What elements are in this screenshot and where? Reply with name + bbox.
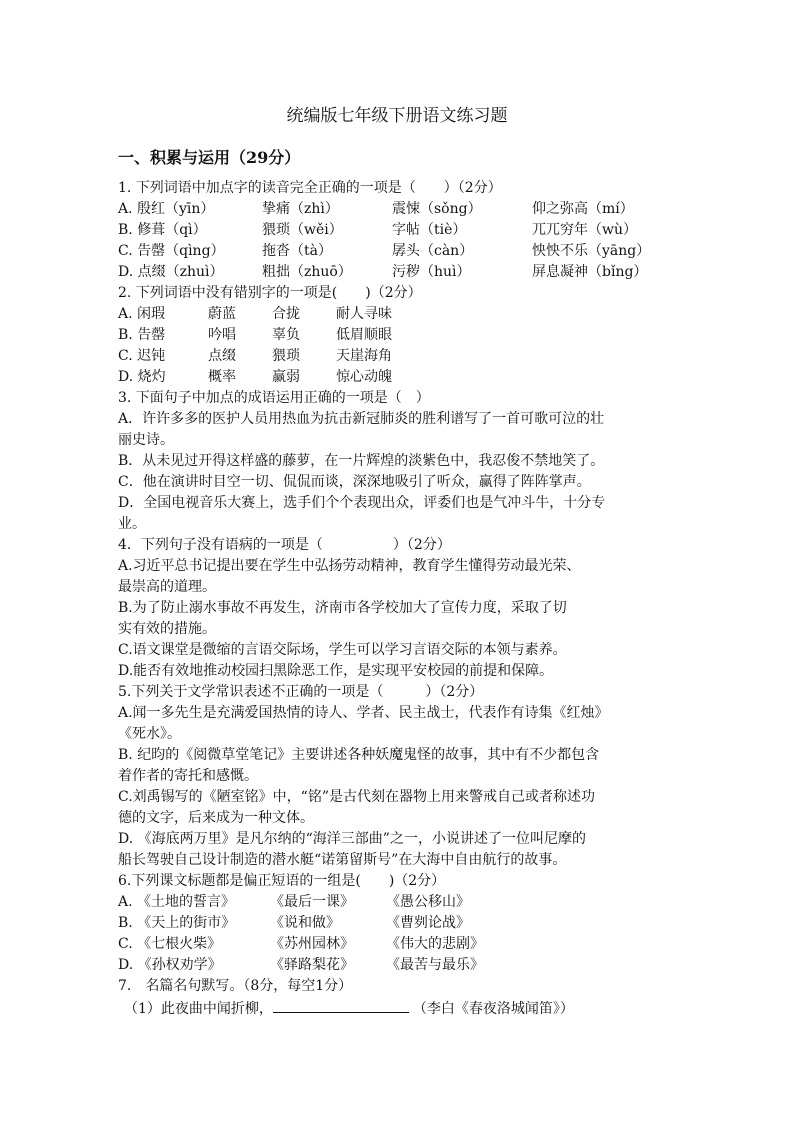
option-cell: 概率 [208,369,236,385]
question-6-option-b [118,913,696,933]
question-4-option-a-cont: 最崇高的道理。 [118,579,216,595]
option-cell: 粗拙（zhuō） [262,264,352,280]
option-cell: 低眉顺眼 [336,327,392,343]
option-cell: 屏息凝神（bǐng） [532,264,648,280]
question-1-option-b [118,220,696,240]
question-5-stem: 5.下列关于文学常识表述不正确的一项是（ ）（2分） [118,684,484,700]
option-cell: 吟唱 [208,327,236,343]
option-cell: 《最后一课》 [270,894,354,910]
option-cell: 《曹刿论战》 [386,915,470,931]
question-1-stem: 1. 下列词语中加点字的读音完全正确的一项是（ ）（2分） [118,180,502,196]
question-5-option-c-cont: 德的文字，后来成为一种文体。 [118,810,314,826]
question-5-option-c: C.刘禹锡写的《陋室铭》中，“铭”是古代刻在器物上用来警戒自己或者称述功 [118,789,595,805]
option-cell: D. 点缀（zhuì） [118,264,224,280]
option-cell: A. 《土地的誓言》 [118,894,236,910]
question-2-option-a [118,304,696,324]
option-cell: 猥琐（wěi） [262,222,343,238]
option-cell: 《伟大的悲剧》 [386,936,484,952]
question-1-option-d [118,262,696,282]
question-1-option-a [118,199,696,219]
option-cell: C. 《七根火柴》 [118,936,222,952]
option-cell: 《说和做》 [270,915,340,931]
option-cell: C. 告罄（qìng） [118,243,225,259]
option-cell: 震悚（sǒng） [392,201,482,217]
page-title: 统编版七年级下册语文练习题 [286,106,508,126]
option-cell: 《愚公移山》 [386,894,470,910]
option-cell: B. 修葺（qì） [118,222,207,238]
option-cell: 兀兀穷年（wù） [532,222,637,238]
question-3-option-d: D．全国电视音乐大赛上，选手们个个表现出众，评委们也是气冲斗牛，十分专 [118,495,606,511]
question-4-option-d: D.能否有效地推动校园扫黑除恶工作，是实现平安校园的前提和保障。 [118,663,554,679]
item-1-prompt: （1）此夜曲中闻折柳， [124,1001,273,1017]
question-7-stem: 7. 名篇名句默写。（8分，每空1分） [118,978,353,994]
option-cell: A. 闲瑕 [118,306,166,322]
question-4-option-c: C.语文课堂是微缩的言语交际场，学生可以学习言语交际的本领与素养。 [118,642,567,658]
question-6-option-a [118,892,696,912]
option-cell: 挚痛（zhì） [262,201,339,217]
question-5-option-a-cont: 《死水》。 [118,726,181,742]
option-cell: 《驿路梨花》 [270,957,354,973]
option-cell: 赢弱 [272,369,300,385]
option-cell: 怏怏不乐（yāng） [532,243,651,259]
option-cell: 耐人寻味 [336,306,392,322]
option-cell: 天崖海角 [336,348,392,364]
question-2-option-c [118,346,696,366]
option-cell: 合拢 [272,306,300,322]
option-cell: 拖沓（tà） [262,243,332,259]
question-5-option-b-cont: 着作者的寄托和感慨。 [118,768,258,784]
question-3-option-c: C．他在演讲时目空一切、侃侃而谈，深深地吸引了听众，赢得了阵阵掌声。 [118,474,591,490]
option-cell: 猥琐 [272,348,300,364]
question-3-option-a: A．许许多多的医护人员用热血为抗击新冠肺炎的胜利谱写了一首可歌可泣的壮 [118,411,605,427]
question-4-stem: 4．下列句子没有语病的一项是（ ）（2分） [118,537,451,553]
question-6-option-d [118,955,696,975]
option-cell: 点缀 [208,348,236,364]
option-cell: 惊心动魄 [336,369,392,385]
question-2-option-b [118,325,696,345]
question-5-option-d-cont: 船长驾驶自己设计制造的潜水艇“诺第留斯号”在大海中自由航行的故事。 [118,852,567,868]
question-3-option-d-cont: 业。 [118,516,146,532]
question-6-stem: 6.下列课文标题都是偏正短语的一组是( )（2分） [118,873,446,889]
question-7-item-1 [124,997,702,1019]
option-cell: 蔚蓝 [208,306,236,322]
option-cell: 字帖（tiè） [392,222,467,238]
option-cell: B. 《天上的街市》 [118,915,236,931]
section-heading: 一、积累与运用（29分） [118,148,301,167]
option-cell: A. 殷红（yīn） [118,201,215,217]
option-cell: 《最苦与最乐》 [386,957,484,973]
question-4-option-b: B.为了防止溺水事故不再发生，济南市各学校加大了宣传力度，采取了切 [118,600,567,616]
question-3-option-a-cont: 丽史诗。 [118,432,174,448]
question-6-option-c [118,934,696,954]
question-5-option-a: A.闻一多先生是充满爱国热情的诗人、学者、民主战士，代表作有诗集《红烛》 [118,705,609,721]
option-cell: D. 《孙权劝学》 [118,957,222,973]
answer-blank[interactable] [273,997,409,1013]
option-cell: 辜负 [272,327,300,343]
item-1-source: （李白《春夜洛城闻笛》） [412,1001,574,1017]
question-3-option-b: B．从未见过开得这样盛的藤萝，在一片辉煌的淡紫色中，我忍俊不禁地笑了。 [118,453,605,469]
question-2-stem: 2. 下列词语中没有错别字的一项是( )（2分） [118,285,422,301]
option-cell: 污秽（huì） [392,264,471,280]
option-cell: 仰之弥高（mí） [532,201,634,217]
question-4-option-a: A.习近平总书记提出要在学生中弘扬劳动精神，教育学生懂得劳动最光荣、 [118,558,581,574]
option-cell: D. 烧灼 [118,369,166,385]
question-1-option-c [118,241,696,261]
option-cell: C. 迟钝 [118,348,166,364]
option-cell: 《苏州园林》 [270,936,354,952]
option-cell: 孱头（càn） [392,243,474,259]
question-5-option-b: B. 纪昀的《阅微草堂笔记》主要讲述各种妖魔鬼怪的故事，其中有不少都包含 [118,747,600,763]
question-5-option-d: D. 《海底两万里》是凡尔纳的“海洋三部曲”之一，小说讲述了一位叫尼摩的 [118,831,586,847]
question-3-stem: 3. 下面句子中加点的成语运用正确的一项是（ ） [118,390,430,406]
question-2-option-d [118,367,696,387]
question-4-option-b-cont: 实有效的措施。 [118,621,216,637]
option-cell: B. 告罄 [118,327,166,343]
